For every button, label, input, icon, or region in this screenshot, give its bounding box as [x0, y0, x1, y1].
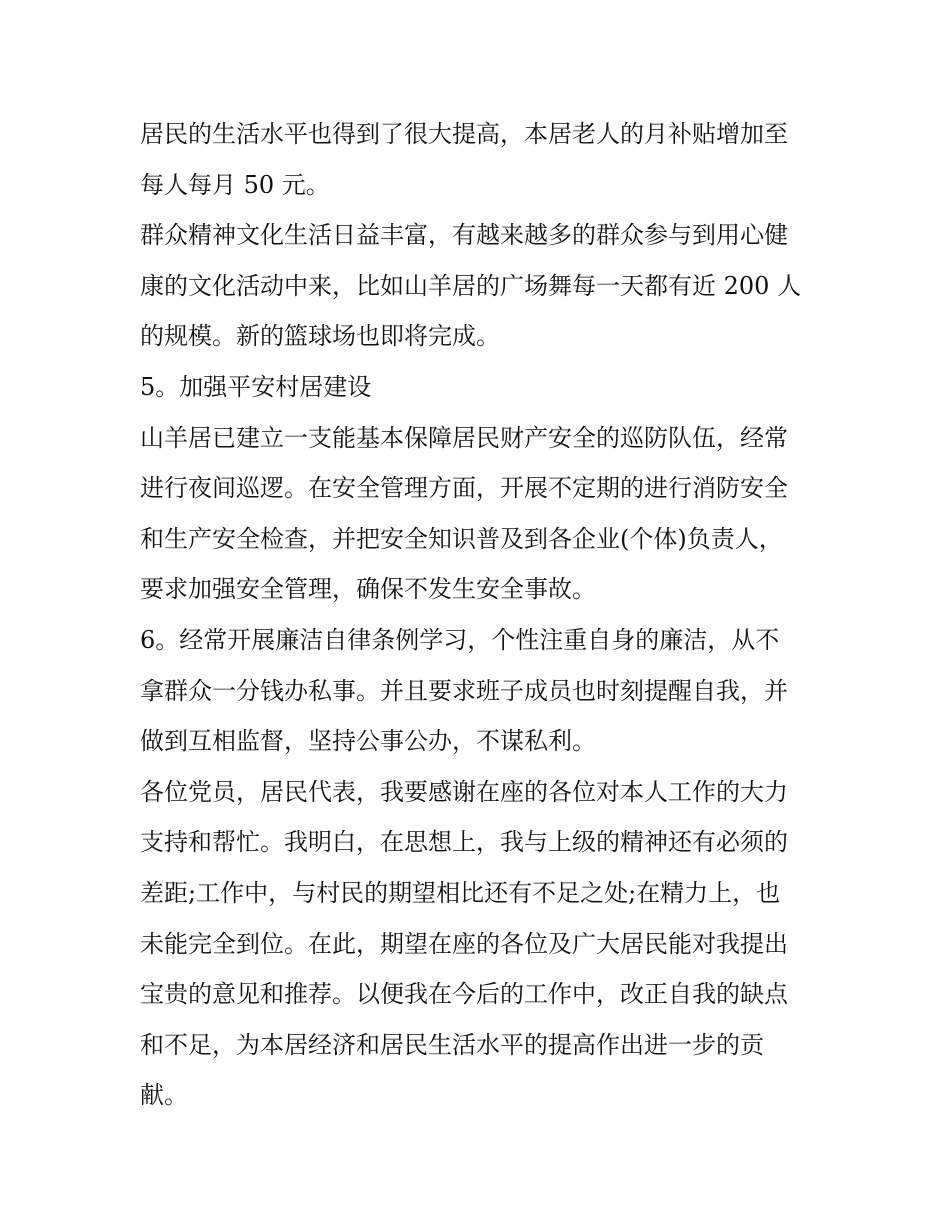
text-line-14: 各位党员，居民代表，我要感谢在座的各位对本人工作的大力	[140, 777, 788, 806]
text-line-17: 未能完全到位。在此，期望在座的各位及广大居民能对我提出	[140, 929, 788, 958]
text-line-18: 宝贵的意见和推荐。以便我在今后的工作中，改正自我的缺点	[140, 980, 788, 1009]
text-line-19: 和不足，为本居经济和居民生活水平的提高作出进一步的贡	[140, 1030, 764, 1059]
text-line-15: 支持和帮忙。我明白，在思想上，我与上级的精神还有必须的	[140, 828, 788, 857]
text-line-12: 拿群众一分钱办私事。并且要求班子成员也时刻提醒自我，并	[140, 676, 788, 705]
text-line-9: 和生产安全检查，并把安全知识普及到各企业(个体)负责人，	[140, 524, 783, 553]
text-line-7: 山羊居已建立一支能基本保障居民财产安全的巡防队伍，经常	[140, 423, 788, 452]
section-heading-5: 5。加强平安村居建设	[140, 372, 372, 401]
text-line-20: 献。	[140, 1081, 188, 1110]
text-line-8: 进行夜间巡逻。在安全管理方面，开展不定期的进行消防安全	[140, 474, 788, 503]
text-line-10: 要求加强安全管理，确保不发生安全事故。	[140, 575, 596, 604]
text-line-5: 的规模。新的篮球场也即将完成。	[140, 322, 500, 351]
text-line-13: 做到互相监督，坚持公事公办，不谋私利。	[140, 727, 596, 756]
text-line-16: 差距;工作中，与村民的期望相比还有不足之处;在精力上，也	[140, 878, 781, 907]
text-line-3: 群众精神文化生活日益丰富，有越来越多的群众参与到用心健	[140, 221, 788, 250]
text-line-2: 每人每月 50 元。	[140, 170, 330, 199]
text-line-11: 6。经常开展廉洁自律条例学习，个性注重自身的廉洁，从不	[140, 625, 780, 654]
text-line-4: 康的文化活动中来，比如山羊居的广场舞每一天都有近 200 人	[140, 271, 802, 300]
text-line-1: 居民的生活水平也得到了很大提高，本居老人的月补贴增加至	[140, 120, 788, 148]
document-page	[140, 109, 820, 1121]
